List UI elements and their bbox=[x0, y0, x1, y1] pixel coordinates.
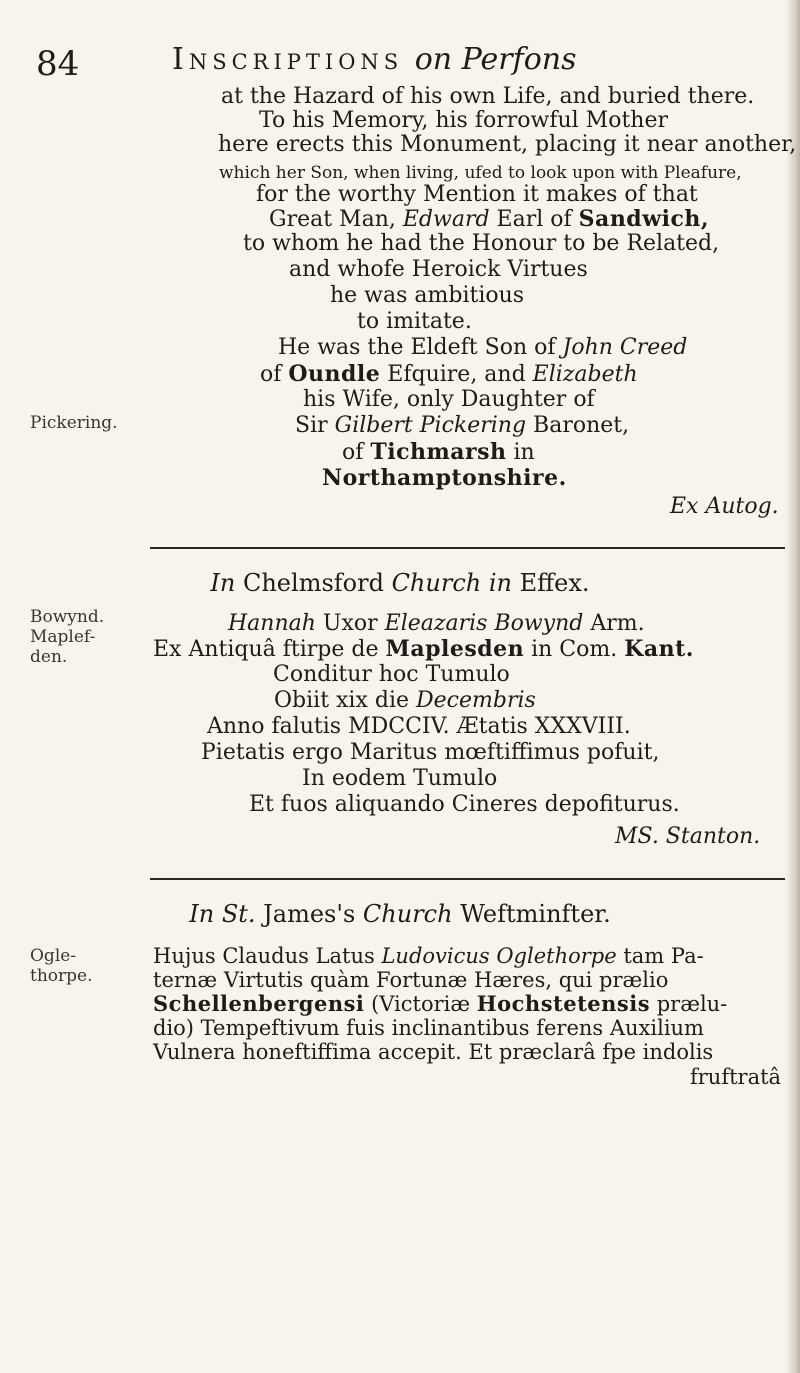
margin-line: Maplef- bbox=[30, 627, 96, 647]
text-line bbox=[256, 182, 698, 208]
margin-note bbox=[30, 946, 93, 986]
italic-text: Eleazaris Bowynd bbox=[384, 611, 584, 636]
text-span: (Victoriæ bbox=[364, 992, 477, 1016]
text-line bbox=[289, 257, 588, 283]
blackletter-word: Kant. bbox=[624, 636, 694, 662]
text-span: Arm. bbox=[583, 611, 645, 636]
running-head-subject: on Perfons bbox=[414, 42, 577, 77]
heading-place: James's bbox=[255, 900, 363, 928]
italic-text: Decembris bbox=[416, 688, 536, 713]
margin-line: Bowynd. bbox=[30, 607, 105, 627]
italic-text: Elizabeth bbox=[532, 362, 638, 387]
text-line bbox=[249, 792, 680, 818]
text-line bbox=[153, 636, 694, 663]
text-span: Conditur hoc Tumulo bbox=[273, 662, 510, 687]
text-line bbox=[278, 335, 687, 361]
text-line bbox=[153, 967, 668, 993]
text-line bbox=[153, 1015, 704, 1041]
text-line bbox=[330, 283, 524, 309]
blackletter-word: Tichmarsh bbox=[370, 439, 507, 465]
text-line bbox=[295, 413, 629, 439]
page-number: 84 bbox=[36, 44, 80, 84]
blackletter-word: Northamptonshire. bbox=[322, 465, 567, 491]
text-span: for the worthy Mention it makes of that bbox=[256, 182, 698, 207]
text-line bbox=[303, 387, 595, 413]
italic-text: Ludovicus Oglethorpe bbox=[381, 944, 617, 968]
text-span: Efquire, and bbox=[380, 362, 533, 387]
text-span: Vulnera honeftiffima accepit. Et præclarâ fpe indolis bbox=[153, 1040, 714, 1064]
text-span: Sir bbox=[295, 413, 335, 438]
text-span: To his Memory, his forrowful Mother bbox=[259, 108, 668, 133]
margin-line: thorpe. bbox=[30, 966, 93, 986]
heading-prefix: In bbox=[210, 569, 236, 597]
heading-prefix: In St. bbox=[189, 900, 256, 928]
text-span: Ex Antiquâ ftirpe de bbox=[153, 637, 386, 662]
heading-place: Chelmsford bbox=[235, 569, 392, 597]
text-span: dio) Tempeftivum fuis inclinantibus ferens Auxilium bbox=[153, 1016, 704, 1040]
text-line bbox=[342, 439, 535, 466]
text-line bbox=[153, 1039, 713, 1065]
text-span: Great Man, bbox=[269, 207, 403, 232]
text-span: here erects this Monument, placing it near another, bbox=[218, 132, 797, 157]
text-line bbox=[302, 766, 497, 792]
text-line bbox=[274, 688, 536, 714]
text-span: of bbox=[342, 440, 371, 465]
text-line bbox=[201, 740, 659, 766]
text-span: Earl of bbox=[489, 207, 579, 232]
section-divider bbox=[150, 878, 785, 880]
text-span: and whofe Heroick Virtues bbox=[289, 257, 588, 282]
text-span: ternæ Virtutis quàm Fortunæ Hæres, qui prælio bbox=[153, 968, 669, 992]
text-line bbox=[322, 465, 567, 492]
margin-line: Ogle- bbox=[30, 946, 77, 966]
text-span: in bbox=[506, 440, 535, 465]
text-line bbox=[259, 108, 668, 134]
text-span: Obiit xix die bbox=[274, 688, 417, 713]
heading-church: Church in bbox=[391, 569, 512, 597]
text-span: prælu- bbox=[650, 992, 728, 1016]
running-head-title: Inscriptions bbox=[172, 42, 404, 77]
text-span: to imitate. bbox=[357, 309, 472, 334]
text-span: he was ambitious bbox=[330, 283, 525, 308]
section-divider bbox=[150, 547, 785, 549]
blackletter-word: Maplesden bbox=[385, 636, 525, 662]
margin-line: den. bbox=[30, 647, 68, 667]
text-span: his Wife, only Daughter of bbox=[303, 387, 595, 412]
text-line bbox=[221, 84, 754, 110]
italic-text: Edward bbox=[402, 207, 490, 232]
text-span: fruftratâ bbox=[690, 1065, 782, 1089]
text-span: which her Son, when living, ufed to look upon with Pleafure, bbox=[219, 163, 742, 183]
text-line bbox=[228, 611, 645, 637]
italic-text: John Creed bbox=[562, 335, 688, 360]
margin-note bbox=[30, 607, 104, 667]
text-line bbox=[273, 662, 510, 688]
text-span: Baronet, bbox=[526, 413, 630, 438]
page-edge bbox=[786, 0, 800, 1373]
running-head bbox=[172, 42, 576, 77]
text-span: Anno falutis MDCCIV. Ætatis XXXVIII. bbox=[207, 714, 631, 739]
blackletter-word: Sandwich, bbox=[578, 206, 710, 232]
text-span: In eodem Tumulo bbox=[302, 766, 498, 791]
text-line bbox=[207, 714, 631, 740]
text-span: at the Hazard of his own Life, and buried there. bbox=[221, 84, 755, 109]
text-line bbox=[357, 309, 472, 335]
text-line bbox=[260, 361, 638, 388]
blackletter-word: Schellenbergensi bbox=[153, 991, 365, 1016]
text-line bbox=[243, 231, 719, 257]
text-span: of bbox=[260, 362, 289, 387]
heading-county: Weftminfter. bbox=[452, 900, 611, 928]
text-span: Et fuos aliquando Cineres depofiturus. bbox=[249, 792, 680, 817]
heading-county: Effex. bbox=[511, 569, 590, 597]
italic-text: Gilbert Pickering bbox=[334, 413, 527, 438]
section-heading bbox=[0, 900, 800, 928]
text-line bbox=[218, 132, 796, 158]
source-attribution: Ex Autog. bbox=[670, 494, 779, 519]
text-line bbox=[269, 206, 709, 233]
text-span: to whom he had the Honour to be Related, bbox=[243, 231, 720, 256]
margin-note: Pickering. bbox=[30, 413, 118, 433]
text-span: Hujus Claudus Latus bbox=[153, 944, 382, 968]
section-heading bbox=[0, 569, 800, 597]
text-span: Uxor bbox=[315, 611, 385, 636]
heading-church: Church bbox=[362, 900, 453, 928]
blackletter-word: Hochstetensis bbox=[476, 991, 651, 1016]
text-span: He was the Eldeft Son of bbox=[278, 335, 563, 360]
text-span: tam Pa- bbox=[616, 944, 704, 968]
text-line bbox=[153, 991, 727, 1017]
text-line bbox=[690, 1064, 781, 1090]
text-span: Pietatis ergo Maritus mœftiffimus pofuit, bbox=[201, 740, 660, 765]
text-span: in Com. bbox=[524, 637, 625, 662]
source-attribution: MS. Stanton. bbox=[615, 824, 761, 849]
italic-text: Hannah bbox=[228, 611, 316, 636]
blackletter-word: Oundle bbox=[288, 361, 381, 387]
text-line bbox=[153, 943, 704, 969]
